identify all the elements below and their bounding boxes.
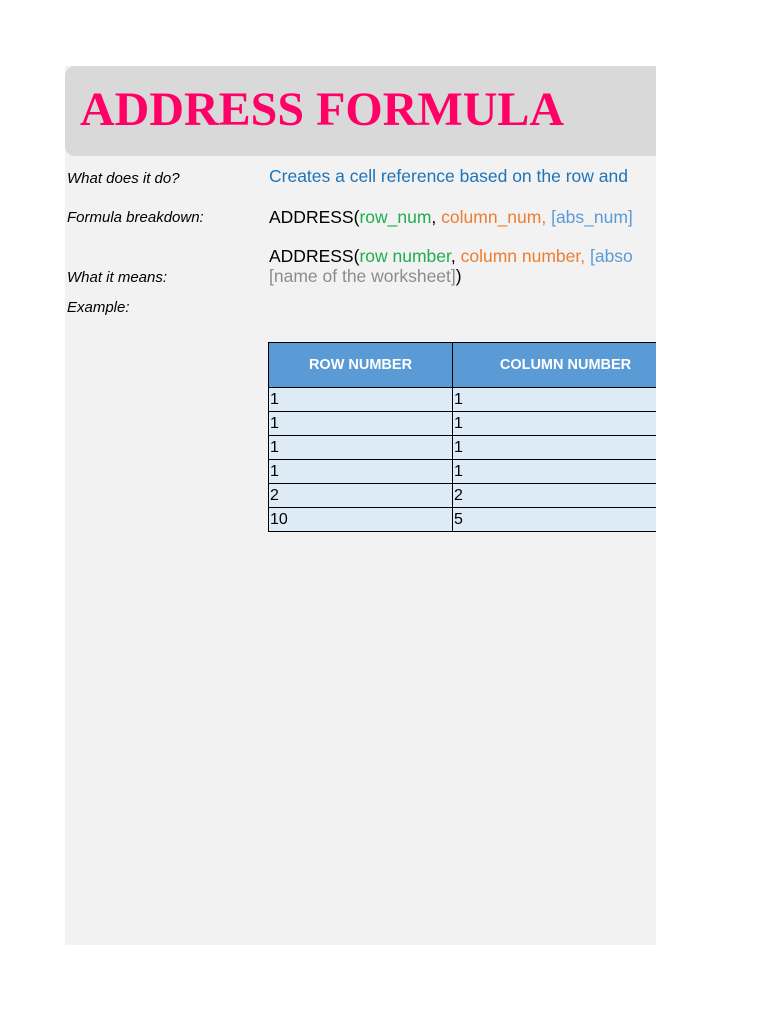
breakdown-separator: ,	[431, 207, 442, 227]
cell-row-number[interactable]: 1	[269, 436, 453, 460]
what-does-label: What does it do?	[67, 170, 180, 187]
table-row	[269, 412, 657, 436]
breakdown-arg-abs: [abs_num]	[551, 207, 633, 227]
cell-row-number[interactable]: 1	[269, 388, 453, 412]
header-row-number[interactable]: ROW NUMBER	[269, 343, 453, 388]
meaning-arg-sheet: [name of the worksheet]	[269, 266, 456, 286]
formula-meaning	[269, 246, 633, 267]
formula-meaning-line2	[269, 266, 462, 287]
example-label: Example:	[67, 299, 130, 316]
cell-row-number[interactable]: 1	[269, 412, 453, 436]
breakdown-arg-column: column_num,	[441, 207, 552, 227]
table-row	[269, 508, 657, 532]
description-text: Creates a cell reference based on the row and	[269, 166, 628, 186]
meaning-arg-column: column number,	[460, 246, 590, 266]
table-row	[269, 460, 657, 484]
meaning-function: ADDRESS(	[269, 246, 360, 266]
table-row	[269, 388, 657, 412]
table-header-row	[269, 343, 657, 388]
table-row	[269, 436, 657, 460]
means-label: What it means:	[67, 269, 168, 286]
formula-breakdown	[269, 207, 633, 228]
cell-column-number[interactable]: 1	[453, 388, 657, 412]
table-row	[269, 484, 657, 508]
cell-row-number[interactable]: 2	[269, 484, 453, 508]
breakdown-function: ADDRESS(	[269, 207, 360, 227]
meaning-close-paren: )	[455, 266, 462, 286]
worksheet	[65, 66, 656, 945]
meaning-separator: ,	[450, 246, 461, 266]
cell-column-number[interactable]: 5	[453, 508, 657, 532]
cell-column-number[interactable]: 1	[453, 436, 657, 460]
cell-column-number[interactable]: 1	[453, 412, 657, 436]
cell-row-number[interactable]: 10	[269, 508, 453, 532]
cell-row-number[interactable]: 1	[269, 460, 453, 484]
header-column-number[interactable]: COLUMN NUMBER	[453, 343, 657, 388]
meaning-arg-row: row number	[359, 246, 451, 266]
example-table	[268, 342, 656, 532]
breakdown-arg-row: row_num	[359, 207, 432, 227]
cell-column-number[interactable]: 2	[453, 484, 657, 508]
cell-column-number[interactable]: 1	[453, 460, 657, 484]
page-title: ADDRESS FORMULA	[80, 83, 565, 136]
meaning-arg-abs: [abso	[589, 246, 633, 266]
breakdown-label: Formula breakdown:	[67, 209, 204, 226]
title-banner	[65, 66, 656, 156]
